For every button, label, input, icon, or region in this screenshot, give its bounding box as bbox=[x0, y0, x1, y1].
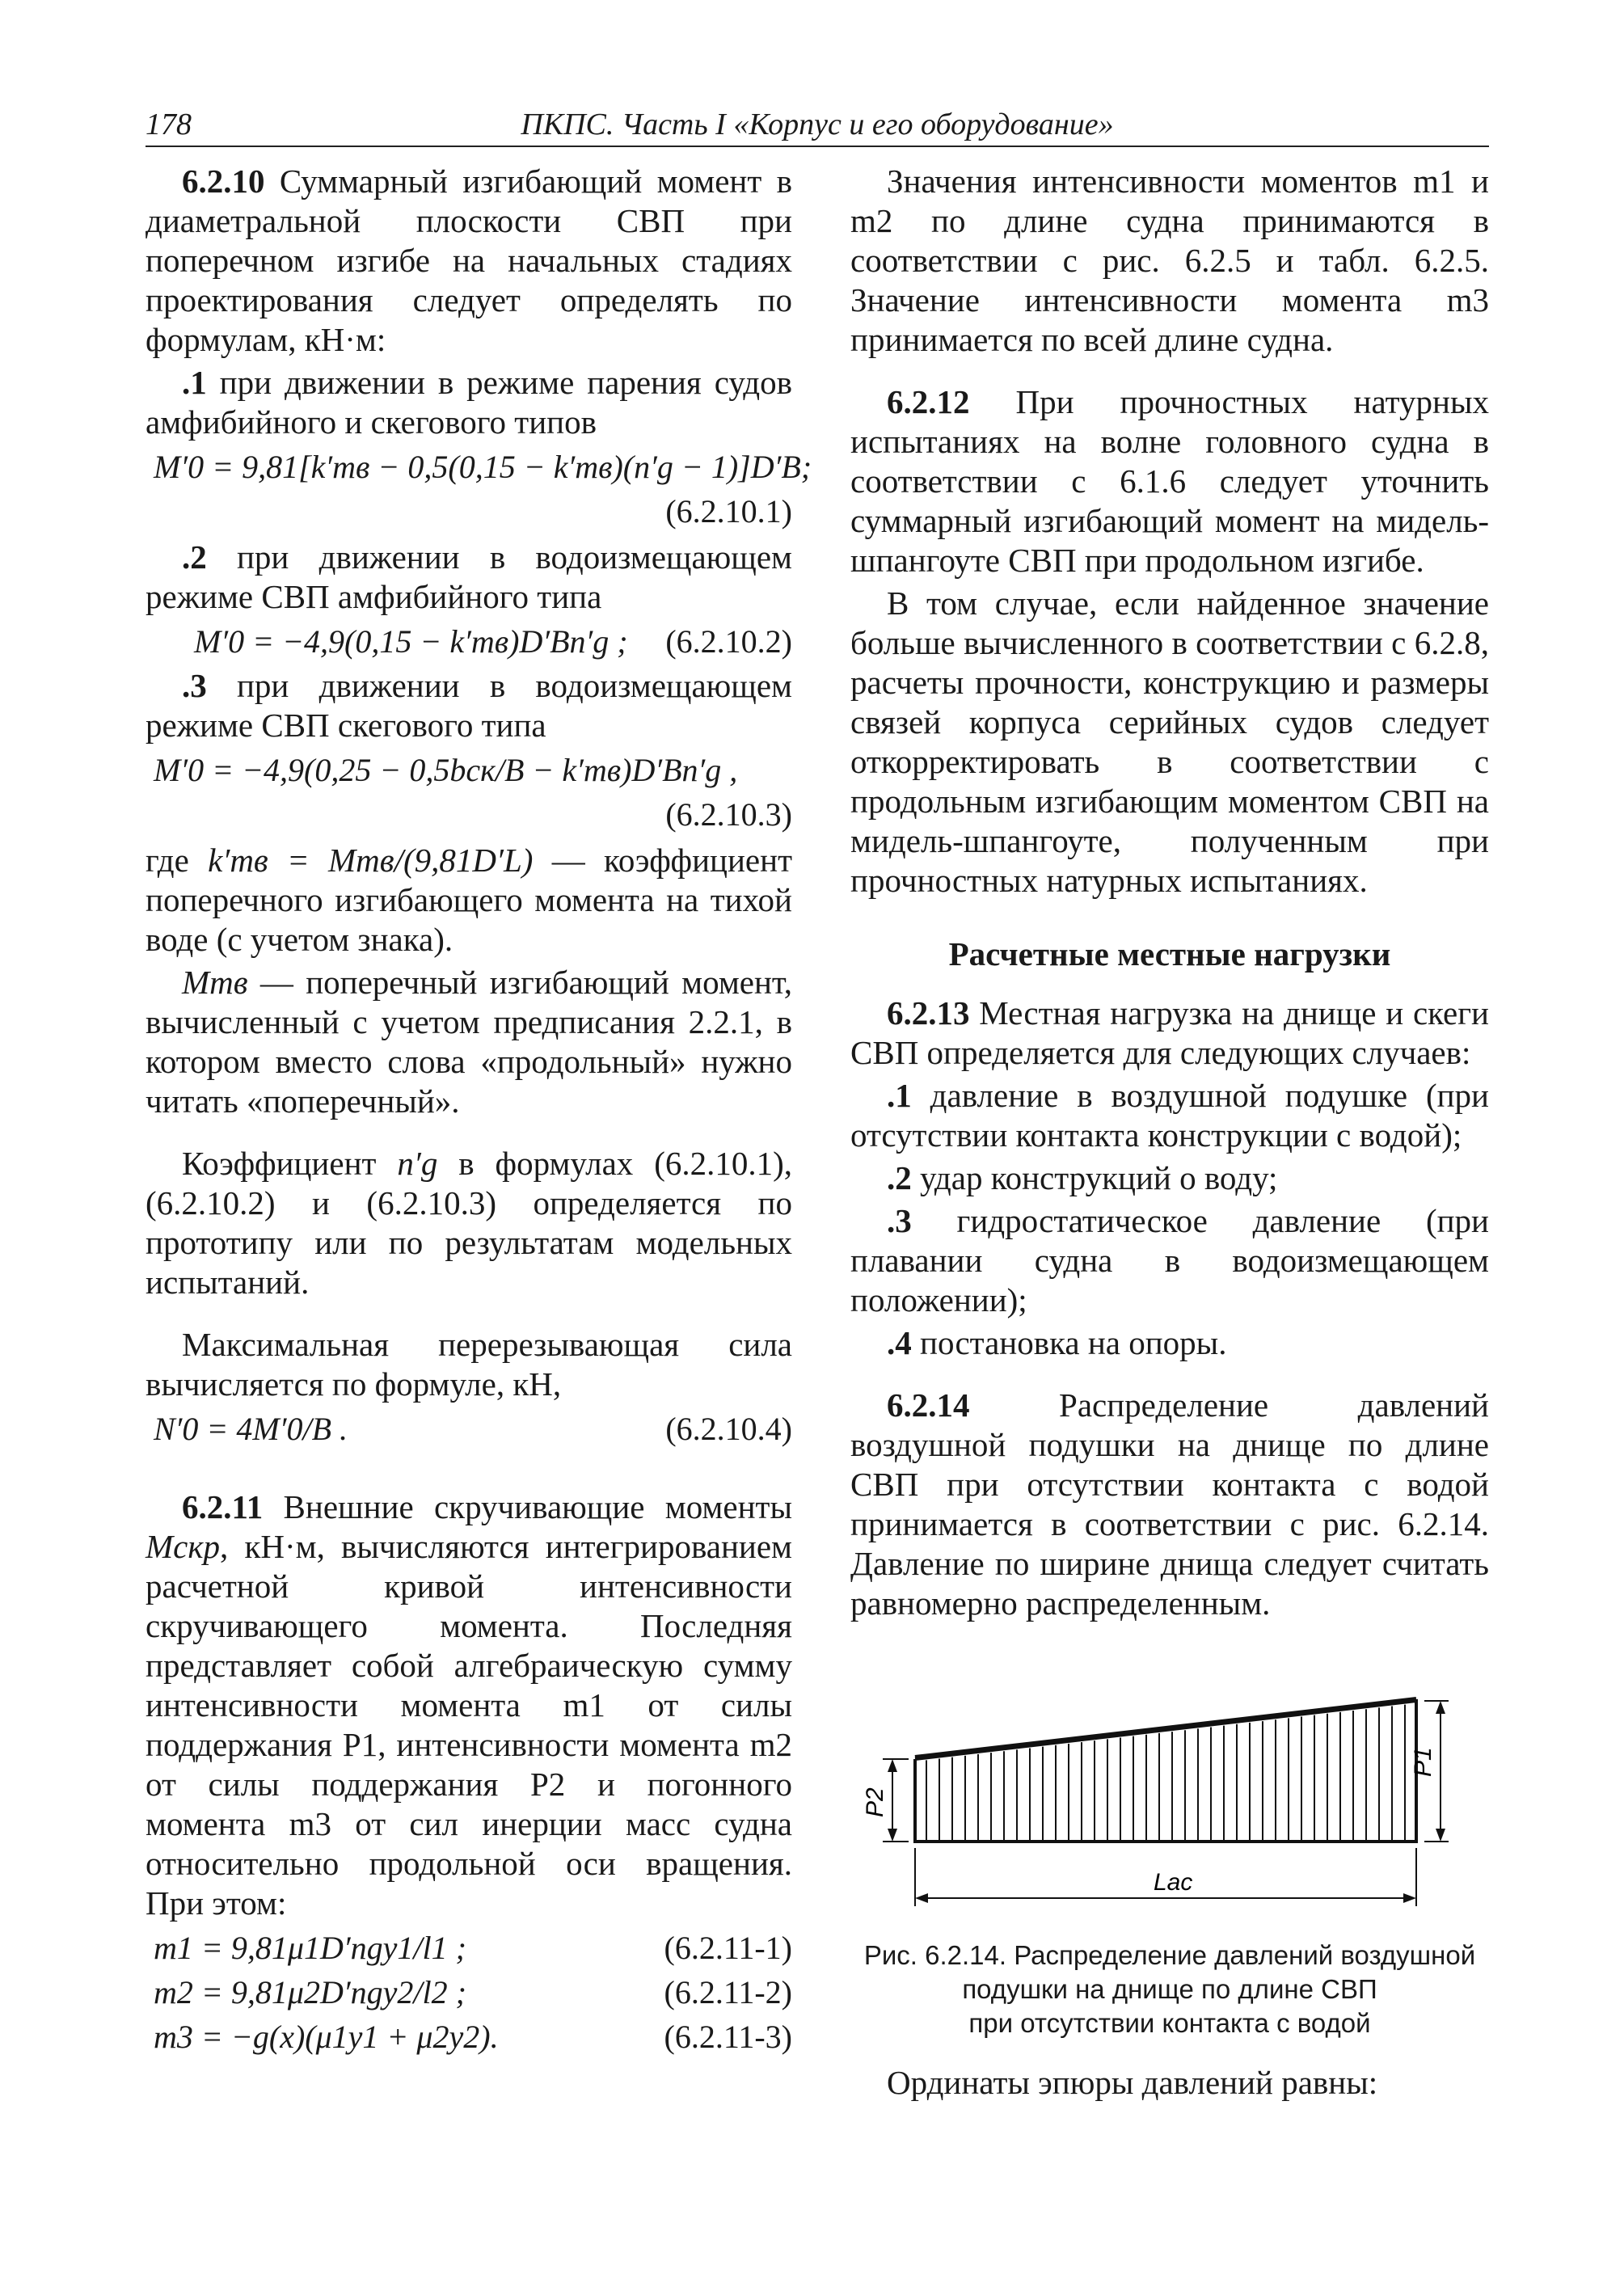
formula-number: (6.2.10.1) bbox=[665, 493, 792, 530]
coefficient-paragraph bbox=[146, 1144, 792, 1302]
item-number: .1 bbox=[887, 1077, 912, 1114]
item-2 bbox=[146, 538, 792, 617]
symbol: n′g bbox=[397, 1145, 438, 1182]
l-label: Lac bbox=[1154, 1869, 1193, 1896]
section-number: 6.2.14 bbox=[887, 1386, 970, 1424]
symbol: Mтв bbox=[182, 964, 248, 1001]
item-number: .3 bbox=[182, 667, 207, 704]
pressure-hatching bbox=[926, 1705, 1405, 1842]
paragraph-6-2-14 bbox=[850, 1386, 1489, 1623]
pressure-diagram bbox=[850, 1664, 1489, 1930]
formula: M′0 = −4,9(0,15 − k′тв)D′Bn′g ; bbox=[194, 623, 628, 660]
moments-paragraph: Значения интенсивности моментов m1 и m2 по длине судна принимаются в соответствии с рис. 6.2.5 и табл. 6.2.5. Значение интенсивности момента m3 принимается по всей длине судна. bbox=[850, 162, 1489, 358]
caption-line: при отсутствии контакта с водой bbox=[968, 2008, 1371, 2038]
arrow-up-icon bbox=[1436, 1701, 1445, 1714]
right-column bbox=[850, 162, 1489, 2103]
item-text: при движении в водоизмещающем режиме СВП скегового типа bbox=[146, 667, 792, 744]
formula-6-2-11-2 bbox=[146, 1972, 792, 2012]
section-number: 6.2.11 bbox=[182, 1488, 264, 1525]
paragraph-6-2-12 bbox=[850, 382, 1489, 580]
case-1 bbox=[850, 1076, 1489, 1155]
case-2 bbox=[850, 1158, 1489, 1198]
section-number: 6.2.13 bbox=[887, 994, 970, 1032]
formula-6-2-10-4 bbox=[146, 1409, 792, 1449]
section-number: 6.2.12 bbox=[887, 383, 970, 420]
formula-6-2-10-3 bbox=[146, 750, 792, 790]
formula-number: (6.2.11-3) bbox=[664, 2019, 792, 2055]
item-3 bbox=[146, 666, 792, 745]
paragraph-text: , кН·м, вычисляются интегрированием расчетной кривой интенсивности скручивающего момента. Последняя представляет собой алгебраическую сумму интенсивности момента m1 от силы поддержания P1, интенсивности момента m2 от силы поддержания P2 и погонного момента m3 от сил инерции масс судна относительно продольной оси вращения. При этом: bbox=[146, 1528, 792, 1922]
item-number: .2 bbox=[887, 1159, 912, 1196]
item-number: .4 bbox=[887, 1324, 912, 1361]
formula: M′0 = 9,81[k′тв − 0,5(0,15 − k′тв)(n′g − 1)]D′B; bbox=[154, 449, 812, 485]
item-1 bbox=[146, 363, 792, 442]
paragraph-6-2-10 bbox=[146, 162, 792, 360]
formula-number: (6.2.10.4) bbox=[665, 1411, 792, 1447]
pressure-distribution-figure bbox=[850, 1664, 1489, 1930]
paragraph-6-2-11 bbox=[146, 1487, 792, 1923]
caption-line: Рис. 6.2.14. Распределение давлений воздушной bbox=[863, 1940, 1476, 1970]
left-column bbox=[146, 162, 812, 2061]
definition-text: — поперечный изгибающий момент, вычисленный с учетом предписания 2.2.1, в котором вместо слова «продольный» нужно читать «поперечный». bbox=[146, 964, 792, 1120]
formula-number: (6.2.11-1) bbox=[664, 1930, 792, 1966]
formula: N′0 = 4M′0/B . bbox=[154, 1411, 348, 1447]
definition-k-tv bbox=[146, 841, 792, 960]
formula: m2 = 9,81μ2D′ngy2/l2 ; bbox=[154, 1974, 466, 2010]
formula-number: (6.2.10.3) bbox=[665, 796, 792, 833]
formula: M′0 = −4,9(0,25 − 0,5bск/B − k′тв)D′Bn′g , bbox=[154, 752, 738, 788]
item-text: при движении в водоизмещающем режиме СВП амфибийного типа bbox=[146, 538, 792, 615]
case-4 bbox=[850, 1323, 1489, 1363]
inline-formula: k′тв = Mтв/(9,81D′L) bbox=[208, 842, 534, 879]
symbol: Mскр bbox=[146, 1528, 221, 1565]
formula-6-2-11-3 bbox=[146, 2017, 792, 2057]
formula-6-2-11-1 bbox=[146, 1928, 792, 1968]
item-text: давление в воздушной подушке (при отсутствии контакта конструкции с водой); bbox=[850, 1077, 1489, 1154]
section-number: 6.2.10 bbox=[182, 162, 265, 200]
formula-number: (6.2.10.2) bbox=[665, 623, 792, 660]
item-number: .3 bbox=[887, 1202, 912, 1239]
formula-6-2-10-1 bbox=[146, 447, 812, 487]
correction-paragraph: В том случае, если найденное значение больше вычисленного в соответствии с 6.2.8, расчеты прочности, конструкцию и размеры связей корпуса серийных судов следует откорректировать в соответствии с продольным изгибающим моментом СВП на мидель-шпангоуте, полученным при прочностных натурных испытаниях. bbox=[850, 584, 1489, 899]
formula: m3 = −g(x)(μ1y1 + μ2y2). bbox=[154, 2019, 499, 2055]
formula-number: (6.2.11-2) bbox=[664, 1974, 792, 2010]
item-text: удар конструкций о воду; bbox=[911, 1159, 1278, 1196]
paragraph-text: Распределение давлений воздушной подушки на днище по длине СВП при отсутствии контакта с водой принимается в соответствии с рис. 6.2.14. Давление по ширине днища следует считать равномерно распределенным. bbox=[850, 1386, 1489, 1622]
p1-label: P1 bbox=[1410, 1747, 1436, 1777]
running-title: ПКПС. Часть I «Корпус и его оборудование» bbox=[521, 108, 1114, 141]
item-number: .1 bbox=[182, 364, 207, 401]
definition-m-tv bbox=[146, 963, 792, 1121]
p2-label: P2 bbox=[862, 1787, 888, 1817]
paragraph-text: Суммарный изгибающий момент в диаметральной плоскости СВП при поперечном изгибе на начальных стадиях проектирования следует определять по формулам, кН·м: bbox=[146, 162, 792, 358]
caption-line: подушки на днище по длине СВП bbox=[962, 1974, 1377, 2004]
arrow-right-icon bbox=[1403, 1893, 1416, 1903]
arrow-left-icon bbox=[915, 1893, 928, 1903]
arrow-down-icon bbox=[888, 1829, 897, 1842]
figure-caption bbox=[850, 1939, 1489, 2040]
text: в формулах (6.2.10.1), (6.2.10.2) и (6.2.10.3) определяется по прототипу или по результатам модельных испытаний. bbox=[146, 1145, 792, 1301]
case-3 bbox=[850, 1201, 1489, 1320]
text: Коэффициент bbox=[182, 1145, 398, 1182]
formula-6-2-10-2 bbox=[146, 622, 792, 661]
definition-text: — коэффициент поперечного изгибающего момента на тихой воде (с учетом знака). bbox=[146, 842, 792, 958]
page-number: 178 bbox=[146, 108, 192, 141]
item-number: .2 bbox=[182, 538, 207, 576]
ordinates-line: Ординаты эпюры давлений равны: bbox=[887, 2064, 1378, 2101]
item-text: постановка на опоры. bbox=[911, 1324, 1227, 1361]
arrow-down-icon bbox=[1436, 1829, 1445, 1842]
paragraph-6-2-13 bbox=[850, 994, 1489, 1073]
where-label: где bbox=[146, 842, 209, 879]
paragraph-text: При прочностных натурных испытаниях на волне головного судна в соответствии с 6.1.6 следует уточнить суммарный изгибающий момент на мидель-шпангоуте СВП при продольном изгибе. bbox=[850, 383, 1489, 579]
shear-force-paragraph: Максимальная перерезывающая сила вычисляется по формуле, кН, bbox=[146, 1326, 792, 1403]
page-header bbox=[146, 103, 1489, 147]
paragraph-text: Внешние скручивающие моменты bbox=[263, 1488, 792, 1525]
arrow-up-icon bbox=[888, 1759, 897, 1772]
section-heading: Расчетные местные нагрузки bbox=[948, 935, 1391, 973]
item-text: гидростатическое давление (при плавании судна в водоизмещающем положении); bbox=[850, 1202, 1489, 1318]
formula: m1 = 9,81μ1D′ngy1/l1 ; bbox=[154, 1930, 466, 1966]
paragraph-text: Местная нагрузка на днище и скеги СВП определяется для следующих случаев: bbox=[850, 994, 1489, 1071]
item-text: при движении в режиме парения судов амфибийного и скегового типов bbox=[146, 364, 792, 441]
